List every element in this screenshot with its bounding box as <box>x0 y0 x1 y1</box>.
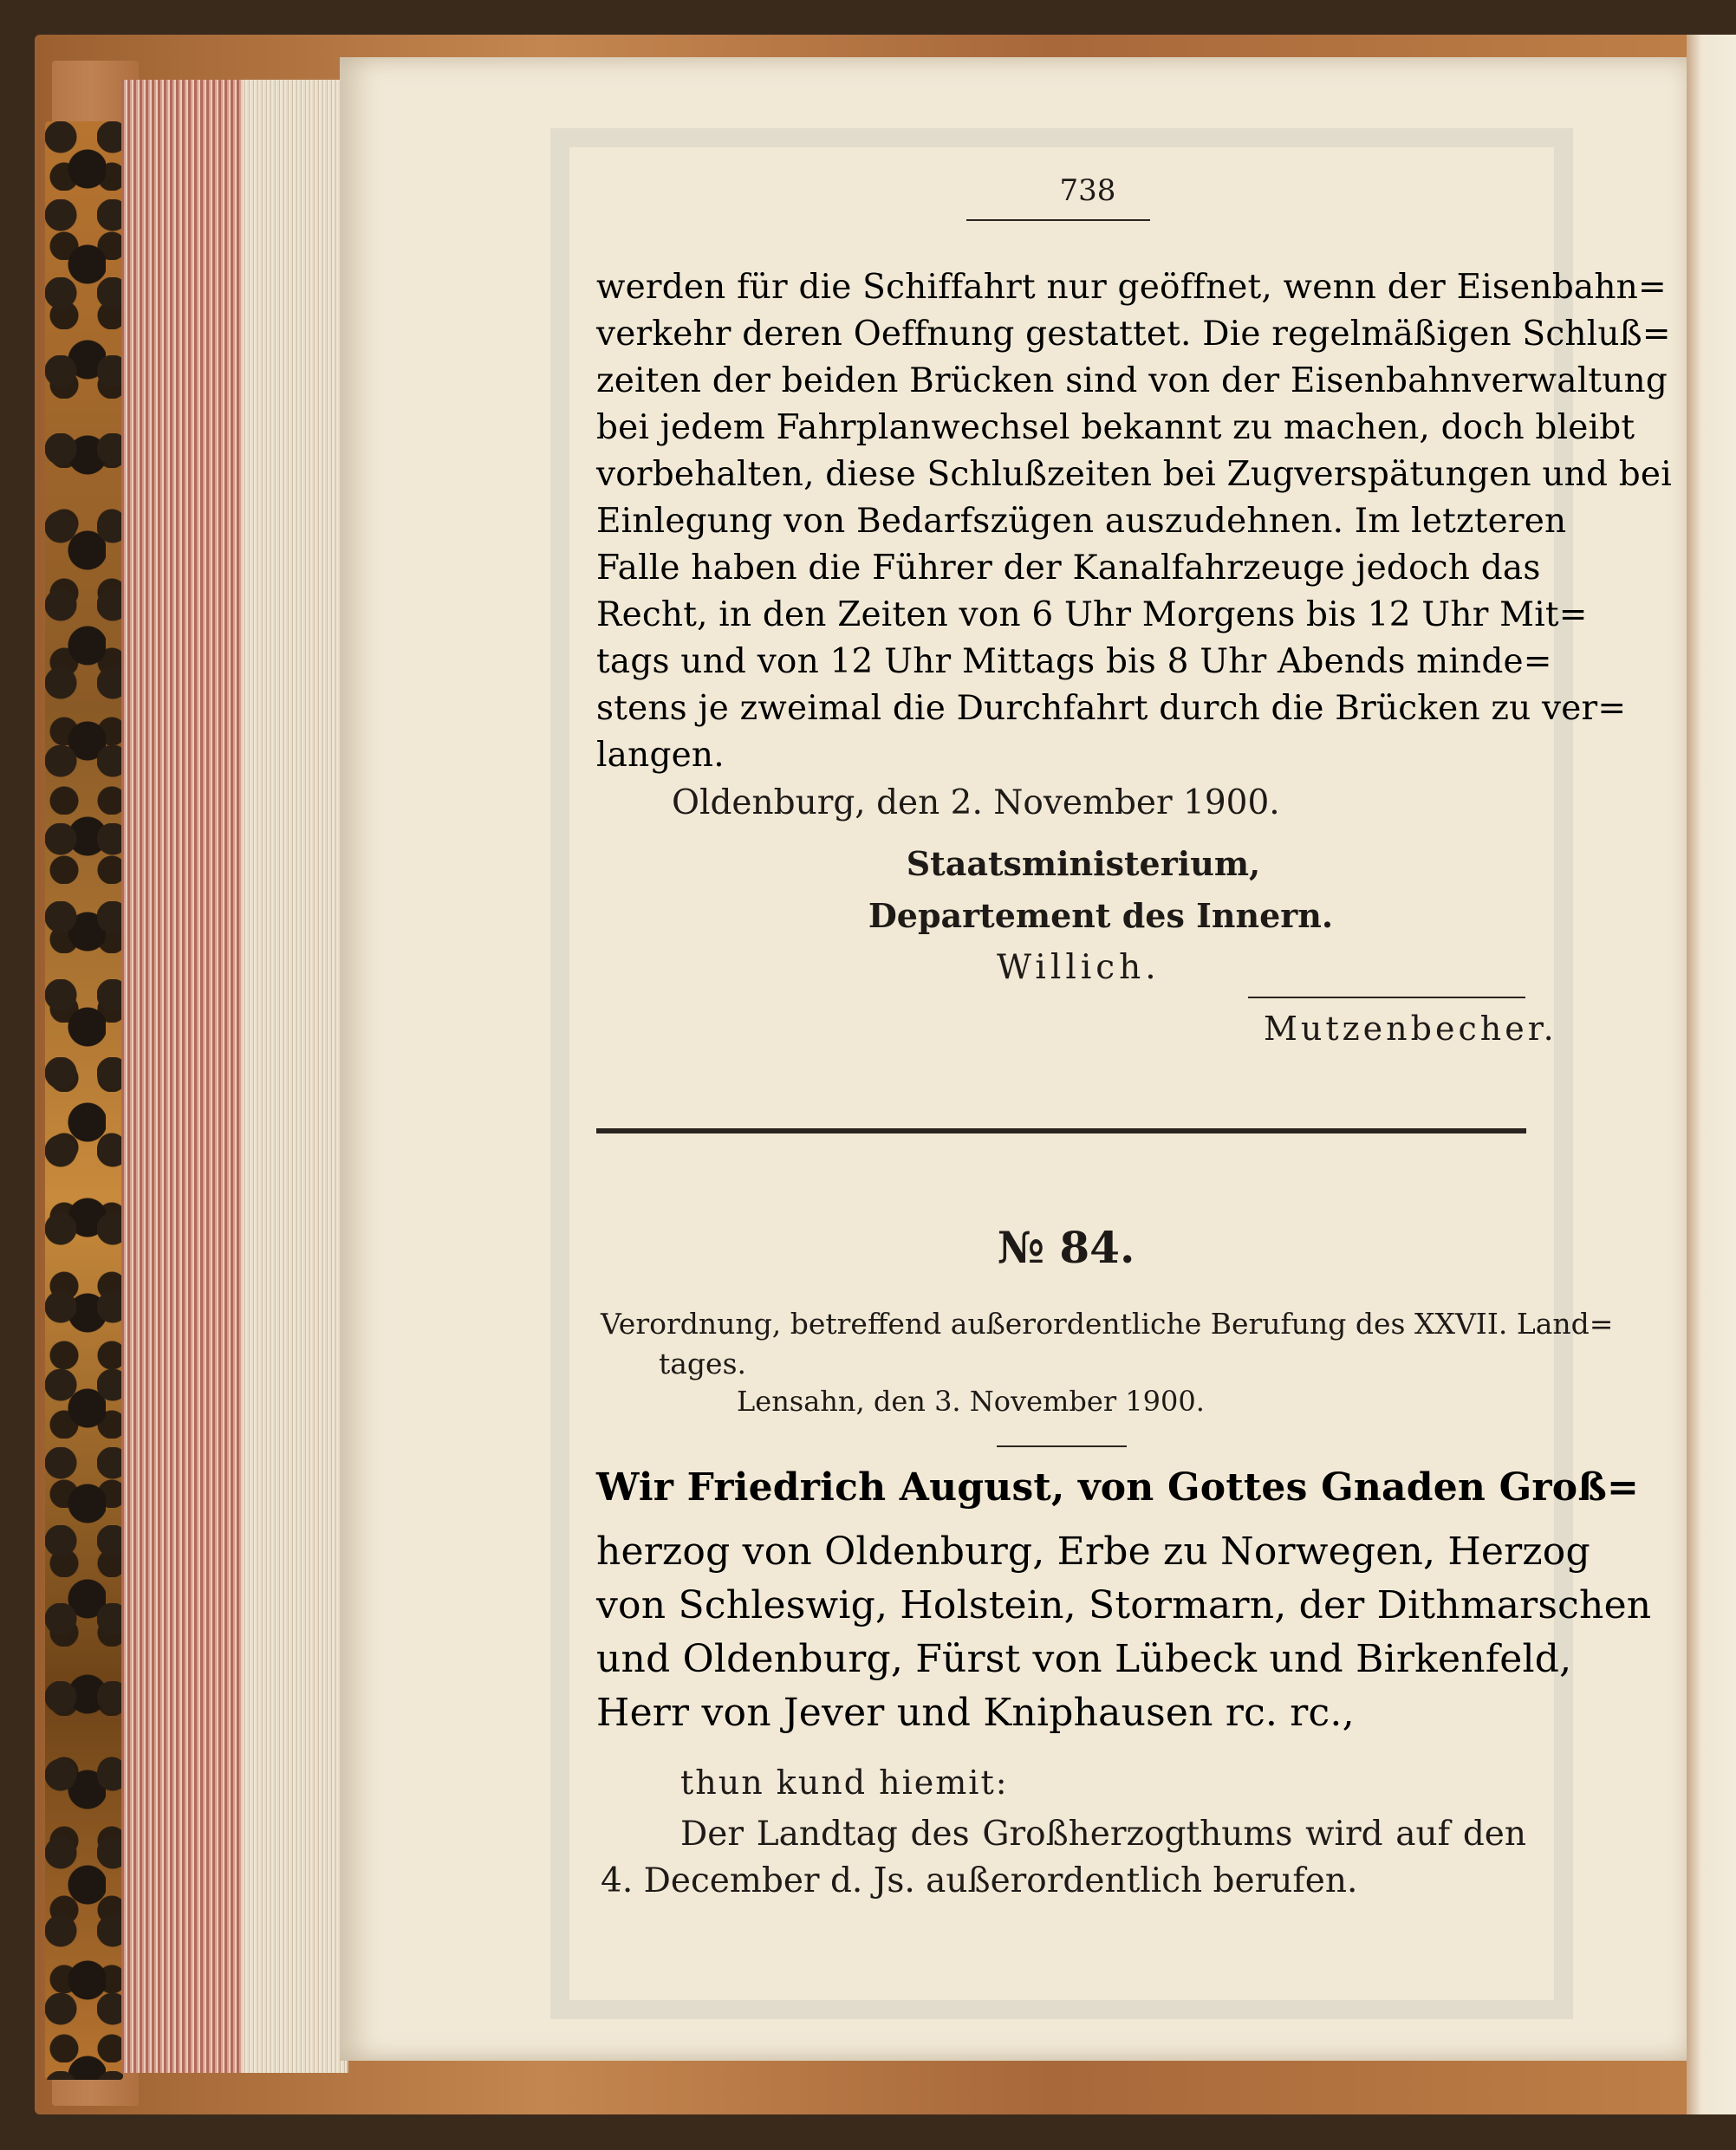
countersignature: Mutzenbecher. <box>1264 1010 1557 1048</box>
page-edges <box>121 80 348 2073</box>
ordinance-date: Lensahn, den 3. November 1900. <box>737 1385 1205 1418</box>
decree-line: und Oldenburg, Fürst von Lübeck und Birkenfeld, <box>596 1637 1572 1681</box>
decree-body-line: 4. December d. Js. außerordentlich berufen. <box>601 1861 1358 1900</box>
ordinance-number: № 84. <box>997 1222 1135 1273</box>
marbled-spine <box>45 121 123 2080</box>
decree-line: herzog von Oldenburg, Erbe zu Norwegen, Herzog <box>596 1530 1590 1574</box>
decree-line: von Schleswig, Holstein, Stormarn, der Dithmarschen <box>596 1583 1652 1627</box>
paragraph-line: tags und von 12 Uhr Mittags bis 8 Uhr Abends minde= <box>596 642 1552 681</box>
decree-body-line: Der Landtag des Großherzogthums wird auf den <box>680 1815 1526 1854</box>
ordinance-date-rule <box>997 1445 1127 1447</box>
page-number: 738 <box>1059 173 1116 208</box>
proclamation: thun kund hiemit: <box>680 1764 1009 1802</box>
authority-ministry: Staatsministerium, <box>906 844 1261 883</box>
decree-line: Herr von Jever und Kniphausen rc. rc., <box>596 1691 1355 1735</box>
paragraph-line: Recht, in den Zeiten von 6 Uhr Morgens bis 12 Uhr Mit= <box>596 595 1588 634</box>
countersignature-rule <box>1248 997 1525 998</box>
paragraph <box>596 264 1672 779</box>
paragraph-line: zeiten der beiden Brücken sind von der Eisenbahnverwaltung <box>596 361 1668 400</box>
paragraph-line: verkehr deren Oeffnung gestattet. Die regelmäßigen Schluß= <box>596 315 1671 354</box>
paragraph-line: stens je zweimal die Durchfahrt durch die Brücken zu ver= <box>596 689 1627 728</box>
paragraph-line: bei jedem Fahrplanwechsel bekannt zu machen, doch bleibt <box>596 408 1635 447</box>
section-separator <box>596 1128 1526 1133</box>
paragraph-line: Falle haben die Führer der Kanalfahrzeuge jedoch das <box>596 549 1541 588</box>
paragraph-line: vorbehalten, diese Schlußzeiten bei Zugverspätungen und bei <box>596 455 1672 494</box>
paragraph-line: werden für die Schiffahrt nur geöffnet, wenn der Eisenbahn= <box>596 268 1667 307</box>
ordinance-title-cont: tages. <box>659 1347 747 1380</box>
ordinance-title: Verordnung, betreffend außerordentliche Berufung des XXVII. Land= <box>601 1307 1614 1341</box>
authority-department: Departement des Innern. <box>868 896 1334 935</box>
decree <box>596 1465 1652 1740</box>
signature: Willich. <box>997 948 1161 987</box>
decree-line: Wir Friedrich August, von Gottes Gnaden Groß= <box>596 1465 1640 1510</box>
place-date: Oldenburg, den 2. November 1900. <box>672 783 1280 822</box>
facing-page-edge <box>1687 35 1736 2114</box>
page-number-rule <box>966 219 1150 221</box>
paragraph-line: Einlegung von Bedarfszügen auszudehnen. Im letzteren <box>596 502 1567 541</box>
paragraph-line: langen. <box>596 736 725 775</box>
